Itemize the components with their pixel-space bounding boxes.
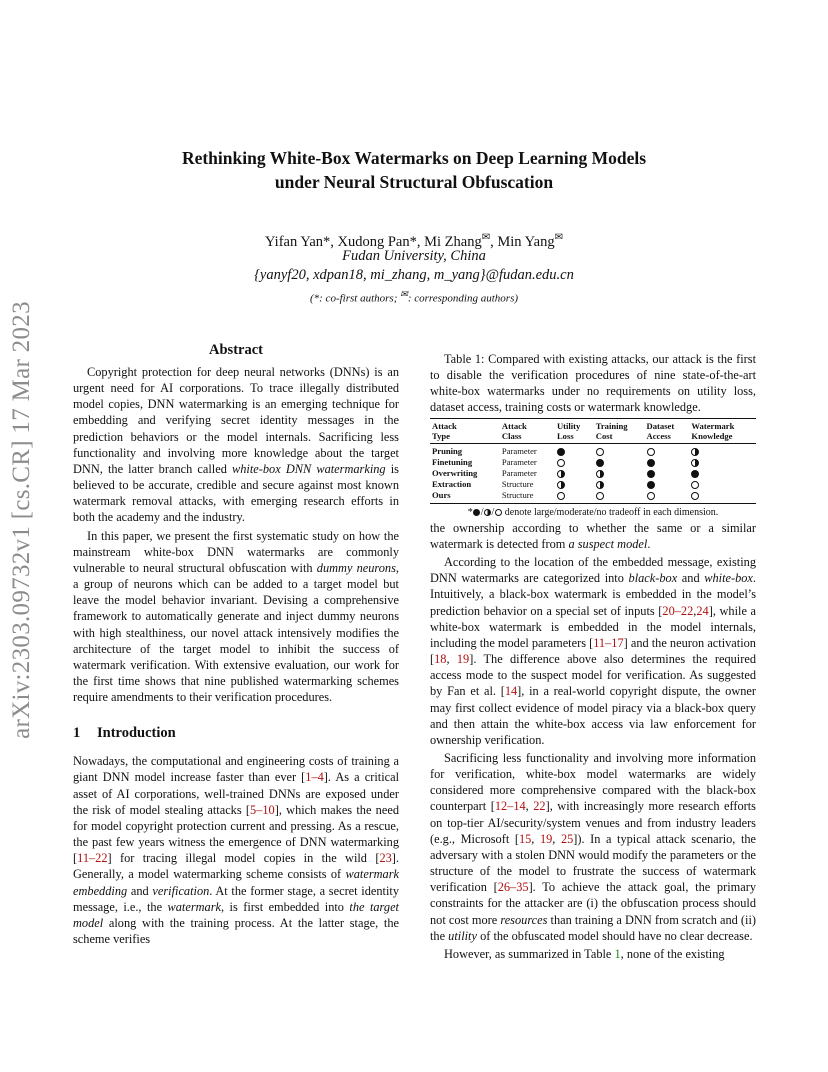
table-row <box>430 457 756 468</box>
citation-link[interactable]: 14 <box>504 684 518 699</box>
no-tradeoff-icon <box>495 509 502 516</box>
attack-class-cell: Structure <box>501 490 534 501</box>
abstract-paragraph-1: Copyright protection for deep neural networks (DNNs) is an urgent need for AI corporations. To trace illegally distributed model copies, DNN watermarking is an emerging technique for embedding and verifying secret identity messages in the prediction behaviors or the model internals. Sacrificing less functionality and involving more knowledge about the target DNN, the latter branch called white-box DNN watermarking is believed to be accurate, credible and secure against most known watermark removal attacks, with emerging research efforts in both the academy and the industry. <box>73 365 399 525</box>
citation-link[interactable]: 15 <box>518 831 532 846</box>
tradeoff-cell <box>555 490 594 504</box>
table-body <box>430 443 756 503</box>
tradeoff-cell <box>645 479 690 490</box>
citation-link[interactable]: 11–22 <box>77 851 108 866</box>
moderate-tradeoff-icon <box>691 459 699 467</box>
left-column <box>73 341 399 947</box>
tradeoff-cell <box>555 479 594 490</box>
attack-type-cell: Extraction <box>432 479 472 490</box>
authors-text-2: , Min Yang <box>490 233 555 250</box>
attack-type-cell: Ours <box>432 490 451 501</box>
attack-type-cell: Overwriting <box>432 468 478 479</box>
none-tradeoff-icon <box>647 448 655 456</box>
table-row <box>430 468 756 479</box>
large-tradeoff-icon <box>557 448 565 456</box>
citation-link[interactable]: 26–35 <box>497 880 529 895</box>
author-emails: {yanyf20, xdpan18, mi_zhang, m_yang}@fudan.edu.cn <box>254 267 574 283</box>
table-header-cell: Watermark Knowledge <box>691 420 735 442</box>
title-line-2: under Neural Structural Obfuscation <box>274 172 554 192</box>
citation-link[interactable]: 20–22 <box>662 603 694 618</box>
large-tradeoff-icon <box>647 481 655 489</box>
intro-paragraph-1: Nowadays, the computational and engineering costs of training a giant DNN model increase faster than ever [1–4]. As a critical asset of AI corporations, well-trained DNNs are exposed under the risk of model stealing attacks [5–10], which makes the need for model copyright protection current and pressing. As a rescue, the past few years witness the emergence of DNN watermarking [11–22] for tracing illegal model copies in the wild [23]. Generally, a model watermarking scheme consists of watermark embedding and verification. At the former stage, a secret identity message, i.e., the watermark, is first embedded into the target model along with the training process. At the latter stage, the scheme verifies <box>73 754 400 946</box>
tradeoff-cell <box>594 443 645 457</box>
tradeoff-cell <box>689 490 756 504</box>
tradeoff-cell <box>689 443 756 457</box>
citation-link[interactable]: 23 <box>379 851 392 866</box>
citation-link[interactable]: 22 <box>533 799 546 814</box>
large-tradeoff-icon <box>647 470 655 478</box>
table-row <box>430 490 756 504</box>
citation-link[interactable]: 18 <box>434 652 447 667</box>
attack-class-cell: Parameter <box>501 457 537 468</box>
envelope-icon: ✉ <box>481 232 491 243</box>
moderate-tradeoff-icon <box>557 481 565 489</box>
table-header-row <box>430 418 756 443</box>
right-paragraph-3: However, as summarized in Table 1, none of the existing <box>444 946 725 961</box>
citation-link[interactable]: 24 <box>696 603 709 618</box>
title-line-1: Rethinking White-Box Watermarks on Deep Learning Models <box>181 148 647 168</box>
citation-link[interactable]: 19 <box>456 652 470 667</box>
paper-title <box>100 146 728 194</box>
tradeoff-cell <box>594 490 645 504</box>
tradeoff-cell <box>645 468 690 479</box>
tradeoff-cell <box>555 468 594 479</box>
none-tradeoff-icon <box>691 492 699 500</box>
tradeoff-cell <box>555 443 594 457</box>
none-tradeoff-icon <box>596 492 604 500</box>
moderate-tradeoff-icon <box>484 509 491 516</box>
none-tradeoff-icon <box>557 459 565 467</box>
attack-class-cell: Parameter <box>501 446 537 457</box>
large-tradeoff-icon <box>596 459 604 467</box>
right-paragraph-1: According to the location of the embedded message, existing DNN watermarks are categorized into black-box and white-box. Intuitively, a black-box watermark is embedded in the model’s prediction behavior on a special set of inputs [20–22,24], while a white-box watermark is embedded in the model internals, including the model parameters [11–17] and the neuron activation [18, 19]. The difference above also determines the required access mode to the suspect model for verification. As suggested by Fan et al. [14], in a real-world copyright dispute, the owner may first collect evidence of model piracy via a black-box query and then attain the white-box access via law enforcement for ownership verification. <box>430 555 757 747</box>
tradeoff-cell <box>594 479 645 490</box>
abstract-paragraph-2: In this paper, we present the first systematic study on how the mainstream white-box DNN watermarks are commonly vulnerable to neural structural obfuscation with dummy neurons, a group of neurons which can be added to a target model but leave the model behavior invariant. Devising a comprehensive framework to automatically generate and inject dummy neurons with high stealthiness, our novel attack intensively modifies the architecture of the target model to inhibit the success of watermark verification. With extensive evaluation, our work for the first time shows that nine published watermarking schemes require amendments to their verification procedures. <box>73 528 400 705</box>
tradeoff-cell <box>555 457 594 468</box>
large-tradeoff-icon <box>647 459 655 467</box>
right-paragraph-2: Sacrificing less functionality and involving more information for verification, white-box model watermarks are widely considered more comprehensive compared with the black-box counterpart [12–14, 22], with increasingly more research efforts on top-tier AI/security/system venues and from industry leaders (e.g., Microsoft [15, 19, 25]). In a typical attack scenario, the adversary with a stolen DNN would modify the parameters or the structure of the model to frustrate the success of watermark verification [26–35]. To achieve the attack goal, the primary constraints for the attacker are (i) the obfuscation process should not cost more resources than training a DNN from scratch and (ii) the utility of the obfuscated model should have no clear decrease. <box>430 751 757 943</box>
citation-link[interactable]: 12–14 <box>494 799 526 814</box>
tradeoff-cell <box>645 490 690 504</box>
moderate-tradeoff-icon <box>596 470 604 478</box>
none-tradeoff-icon <box>647 492 655 500</box>
moderate-tradeoff-icon <box>691 448 699 456</box>
moderate-tradeoff-icon <box>557 470 565 478</box>
none-tradeoff-icon <box>596 448 604 456</box>
right-paragraph-0: the ownership according to whether the same or a similar watermark is detected from a suspect model. <box>430 520 756 551</box>
table-header-cell: Training Cost <box>595 420 628 442</box>
right-column <box>430 351 756 962</box>
table-legend: * / / denote large/moderate/no tradeoff in each dimension. <box>467 506 719 518</box>
attack-class-cell: Parameter <box>501 468 537 479</box>
tradeoff-cell <box>594 468 645 479</box>
table-header-cell: Utility Loss <box>556 420 581 442</box>
citation-link[interactable]: 19 <box>539 831 553 846</box>
citation-link[interactable]: 11–17 <box>593 635 624 650</box>
tradeoff-cell <box>645 443 690 457</box>
table-header-cell: Dataset Access <box>646 420 675 442</box>
attack-type-cell: Finetuning <box>432 457 473 468</box>
comparison-table <box>430 418 756 504</box>
attack-type-cell: Pruning <box>432 446 463 457</box>
table-row <box>430 479 756 490</box>
none-tradeoff-icon <box>557 492 565 500</box>
tradeoff-cell <box>645 457 690 468</box>
table-row <box>430 443 756 457</box>
table-1-caption: Table 1: Compared with existing attacks, our attack is the first to disable the verification procedures of nine state-of-the-art white-box watermarks under no requirements on utility loss, dataset access, training costs or watermark knowledge. <box>430 352 756 415</box>
author-note: (*: co-first authors; ✉: corresponding authors) <box>309 289 519 305</box>
moderate-tradeoff-icon <box>596 481 604 489</box>
attack-class-cell: Structure <box>501 479 534 490</box>
section-heading-introduction: 1 Introduction <box>73 725 176 742</box>
envelope-icon: ✉ <box>400 289 408 299</box>
none-tradeoff-icon <box>691 481 699 489</box>
arxiv-identifier: arXiv:2303.09732v1 [cs.CR] 17 Mar 2023 <box>8 301 35 739</box>
tradeoff-cell <box>689 468 756 479</box>
authors-text: Yifan Yan*, Xudong Pan*, Mi Zhang <box>265 233 482 250</box>
tradeoff-cell <box>594 457 645 468</box>
large-tradeoff-icon <box>473 509 480 516</box>
tradeoff-cell <box>689 479 756 490</box>
table-reference-link[interactable]: 1 <box>614 946 621 961</box>
envelope-icon: ✉ <box>554 232 563 243</box>
citation-link[interactable]: 1–4 <box>305 770 324 785</box>
large-tradeoff-icon <box>691 470 699 478</box>
citation-link[interactable]: 5–10 <box>250 802 275 817</box>
table-header-cell: Attack Class <box>501 420 527 442</box>
affiliation: Fudan University, China <box>342 248 486 264</box>
citation-link[interactable]: 25 <box>560 831 574 846</box>
tradeoff-cell <box>689 457 756 468</box>
table-header-cell: Attack Type <box>432 420 457 442</box>
abstract-heading: Abstract <box>209 342 263 358</box>
